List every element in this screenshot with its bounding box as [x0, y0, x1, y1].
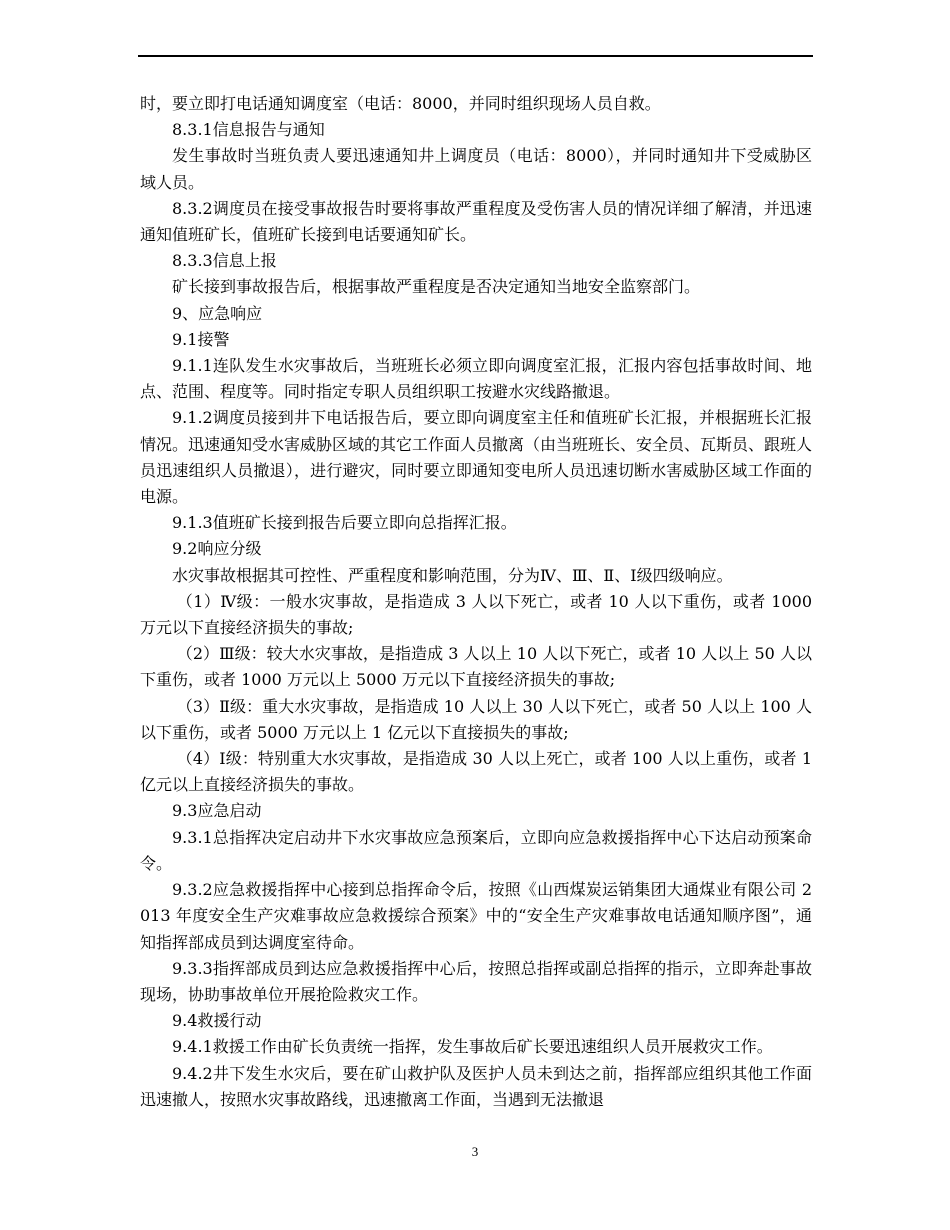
paragraph: 9.3.2应急救援指挥中心接到总指挥命令后，按照《山西煤炭运销集团大通煤业有限公司 2013 年度安全生产灾难事故应急救援综合预案》中的“安全生产灾难事故电话通知顺序图”，通知指挥部成员到达调度室待命。 — [140, 880, 812, 952]
list-item-level-2: （3）Ⅱ级：重大水灾事故，是指造成 10 人以上 30 人以下死亡，或者 50 人以上 100 人以下重伤，或者 5000 万元以上 1 亿元以下直接损失的事故; — [140, 696, 812, 742]
paragraph: 9.3.1总指挥决定启动井下水灾事故应急预案后，立即向应急救援指挥中心下达启动预案命令。 — [140, 827, 812, 873]
paragraph: 9.4.1救援工作由矿长负责统一指挥，发生事故后矿长要迅速组织人员开展救灾工作。 — [172, 1037, 773, 1057]
paragraph: 发生事故时当班负责人要迅速通知井上调度员（电话：8000），并同时通知井下受威胁区域人员。 — [140, 146, 812, 192]
paragraph: 9.1.3值班矿长接到报告后要立即向总指挥汇报。 — [172, 513, 517, 533]
header-rule — [138, 55, 813, 57]
heading-8-3-3: 8.3.3信息上报 — [172, 251, 277, 271]
paragraph: 水灾事故根据其可控性、严重程度和影响范围，分为Ⅳ、Ⅲ、Ⅱ、Ⅰ级四级响应。 — [172, 565, 733, 585]
paragraph: 矿长接到事故报告后，根据事故严重程度是否决定通知当地安全监察部门。 — [172, 277, 701, 297]
heading-9-2: 9.2响应分级 — [172, 539, 262, 559]
heading-9-4: 9.4救援行动 — [172, 1011, 262, 1031]
paragraph-continuation: 时，要立即打电话通知调度室（电话：8000，并同时组织现场人员自救。 — [140, 94, 661, 113]
heading-9-1: 9.1接警 — [172, 329, 230, 349]
paragraph: 9.4.2井下发生水灾后，要在矿山救护队及医护人员未到达之前，指挥部应组织其他工作面迅速撤人，按照水灾事故路线，迅速撤离工作面，当遇到无法撤退 — [140, 1063, 812, 1109]
list-item-level-3: （2）Ⅲ级：较大水灾事故，是指造成 3 人以上 10 人以下死亡，或者 10 人以上 50 人以下重伤，或者 1000 万元以上 5000 万元以下直接经济损失的事故; — [140, 644, 812, 690]
paragraph: 9.3.3指挥部成员到达应急救援指挥中心后，按照总指挥或副总指挥的指示，立即奔赴事故现场，协助事故单位开展抢险救灾工作。 — [140, 958, 812, 1004]
heading-9-3: 9.3应急启动 — [172, 801, 262, 821]
heading-9: 9、应急响应 — [172, 303, 263, 323]
list-item-level-4: （1）Ⅳ级：一般水灾事故，是指造成 3 人以下死亡，或者 10 人以下重伤，或者 1000 万元以下直接经济损失的事故; — [140, 591, 812, 638]
paragraph: 9.1.1连队发生水灾事故后，当班班长必须立即向调度室汇报，汇报内容包括事故时间、地点、范围、程度等。同时指定专职人员组织职工按避水灾线路撤退。 — [140, 356, 812, 402]
heading-8-3-1: 8.3.1信息报告与通知 — [172, 120, 325, 140]
paragraph: 8.3.2调度员在接受事故报告时要将事故严重程度及受伤害人员的情况详细了解清，并迅速通知值班矿长，值班矿长接到电话要通知矿长。 — [140, 198, 812, 245]
list-item-level-1: （4）Ⅰ级：特别重大水灾事故，是指造成 30 人以上死亡，或者 100 人以上重伤，或者 1 亿元以上直接经济损失的事故。 — [140, 749, 812, 795]
document-body — [140, 91, 812, 1113]
paragraph: 9.1.2调度员接到井下电话报告后，要立即向调度室主任和值班矿长汇报，并根据班长汇报情况。迅速通知受水害威胁区域的其它工作面人员撤离（由当班班长、安全员、瓦斯员、跟班人员迅速组织人员撤退），进行避灾，同时要立即通知变电所人员迅速切断水害威胁区域工作面的电源。 — [140, 408, 813, 507]
page-number: 3 — [471, 1144, 479, 1159]
